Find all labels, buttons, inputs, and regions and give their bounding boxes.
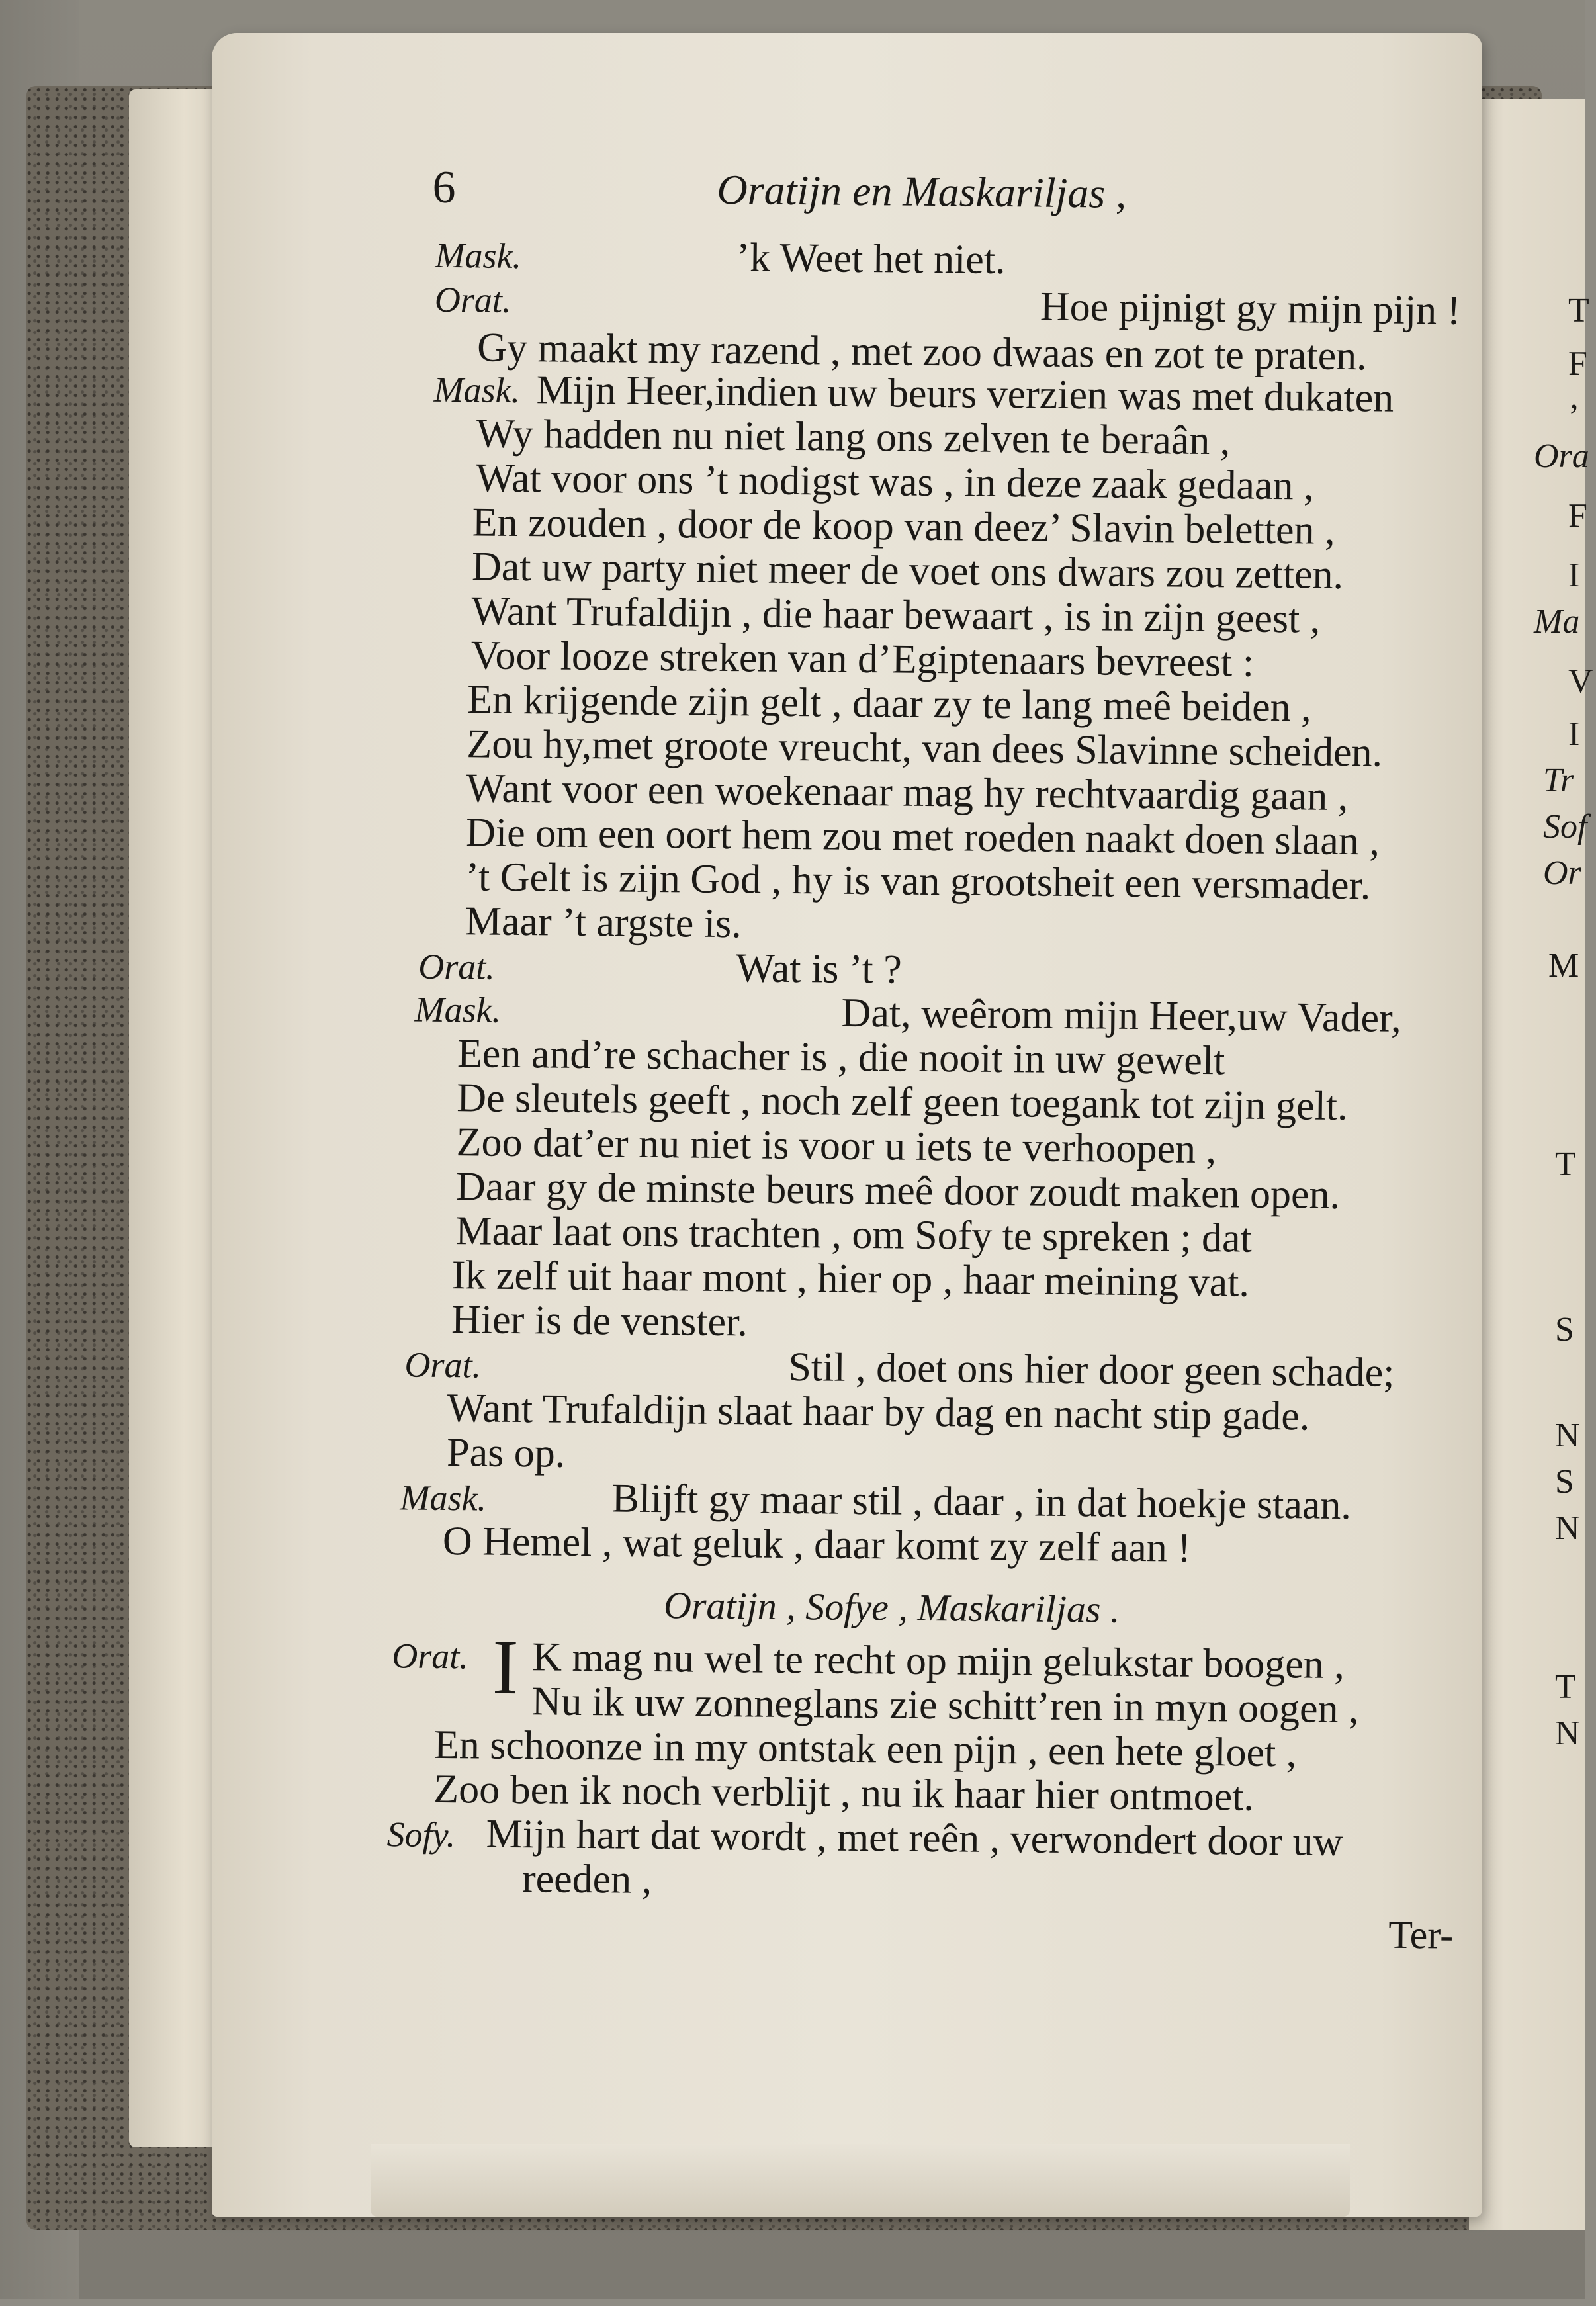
verse-line: Zoo dat’er nu niet is voor u iets te verhoopen , xyxy=(456,1120,1217,1173)
facing-fragment: I xyxy=(1568,715,1580,753)
verse-line: Wat is ’t ? xyxy=(735,946,903,993)
speaker-label: Mask. xyxy=(433,369,521,411)
speaker-label: Mask. xyxy=(414,989,502,1030)
verse-line: Daar gy de minste beurs meê door zoudt maken open. xyxy=(455,1164,1341,1218)
facing-fragment: F xyxy=(1568,345,1587,382)
verse-line: En krijgende zijn gelt , daar zy te lang meê beiden , xyxy=(466,677,1312,731)
verse-line: reeden , xyxy=(521,1856,652,1903)
facing-fragment: Or xyxy=(1543,854,1581,892)
speaker-label: Orat. xyxy=(404,1345,482,1386)
verse-line: Dat, weêrom mijn Heer,uw Vader, xyxy=(841,990,1402,1041)
verse-line: Hoe pijnigt gy mijn pijn ! xyxy=(1040,284,1461,333)
verse-line: Wy hadden nu niet lang ons zelven te beraân , xyxy=(476,411,1231,464)
verse-line: Gy maakt my razend , met zoo dwaas en zot te praten. xyxy=(476,325,1368,379)
facing-fragment: ’ xyxy=(1568,398,1580,435)
verse-line: Maar ’t argste is. xyxy=(465,899,742,947)
speaker-label: Orat. xyxy=(391,1636,469,1677)
facing-fragment: Tr xyxy=(1543,762,1574,799)
catchword: Ter- xyxy=(1388,1912,1454,1957)
verse-line: ’k Weet het niet. xyxy=(736,235,1006,283)
speaker-label: Orat. xyxy=(418,946,496,987)
facing-fragment: N xyxy=(1555,1509,1580,1547)
verse-line: Pas op. xyxy=(446,1430,566,1476)
verse-line: Stil , doet ons hier door geen schade; xyxy=(788,1344,1395,1396)
verse-line: Zou hy,met groote vreucht, van dees Slavinne scheiden. xyxy=(466,721,1383,776)
verse-line: Mijn hart dat wordt , met reên , verwondert door uw xyxy=(486,1811,1343,1865)
facing-fragment: M xyxy=(1548,947,1579,985)
facing-fragment: Sof xyxy=(1543,808,1587,846)
facing-fragment: N xyxy=(1555,1417,1580,1454)
verse-line: Die om een oort hem zou met roeden naakt doen slaan , xyxy=(465,810,1380,864)
verse-line: Nu ik uw zonneglans zie schitt’ren in myn oogen , xyxy=(531,1679,1359,1732)
verse-line: Mijn Heer,indien uw beurs verzien was met dukaten xyxy=(536,367,1394,421)
running-header: Oratijn en Maskariljas , xyxy=(717,165,1127,217)
facing-fragment: T xyxy=(1555,1668,1576,1706)
verse-line: Hier is de venster. xyxy=(451,1297,748,1345)
facing-fragment: F xyxy=(1568,497,1587,535)
facing-fragment: T xyxy=(1568,292,1589,330)
verse-line: Een and’re schacher is , die nooit in uw gewelt xyxy=(457,1031,1225,1084)
verse-line: Dat uw party niet meer de voet ons dwars zou zetten. xyxy=(471,544,1344,598)
verse-line: Wat voor ons ’t nodigst was , in deze zaak gedaan , xyxy=(476,455,1314,509)
speaker-label: Sofy. xyxy=(386,1814,456,1855)
verse-line: K mag nu wel te recht op mijn gelukstar boogen , xyxy=(531,1634,1345,1688)
verse-line: Want Trufaldijn slaat haar by dag en nacht stip gade. xyxy=(447,1386,1310,1439)
speaker-label: Orat. xyxy=(434,279,511,320)
verse-line: O Hemel , wat geluk , daar komt zy zelf aan ! xyxy=(442,1518,1192,1571)
speaker-label: Mask. xyxy=(435,235,522,277)
verse-line: Blijft gy maar stil , daar , in dat hoekje staan. xyxy=(611,1476,1352,1529)
verse-line: De sleutels geeft , noch zelf geen toegank tot zijn gelt. xyxy=(457,1075,1348,1130)
verse-line: Want voor een woekenaar mag hy rechtvaardig gaan , xyxy=(466,766,1349,820)
facing-fragment: T xyxy=(1555,1145,1576,1183)
verse-line: Zoo ben ik noch verblijt , nu ik haar hier ontmoet. xyxy=(433,1766,1255,1820)
verse-line: En zouden , door de koop van deez’ Slavin beletten , xyxy=(472,500,1335,553)
facing-fragment: S xyxy=(1555,1463,1574,1501)
verse-line: Maar laat ons trachten , om Sofy te spreken ; dat xyxy=(455,1208,1253,1261)
verse-line: Voor looze streken van d’Egiptenaars bevreest : xyxy=(470,633,1255,686)
drop-initial: I xyxy=(492,1623,519,1711)
facing-fragment: S xyxy=(1555,1311,1574,1349)
facing-fragment: Ma xyxy=(1534,603,1580,641)
verse-line: Want Trufaldijn , die haar bewaart , is in zijn geest , xyxy=(471,588,1321,642)
verse-line: En schoonze in my ontstak een pijn , een hete gloet , xyxy=(433,1722,1297,1776)
speaker-label: Mask. xyxy=(400,1478,487,1519)
facing-fragment: I xyxy=(1568,556,1580,594)
page-number: 6 xyxy=(432,161,456,214)
facing-fragment: Ora xyxy=(1534,437,1589,475)
verse-line: ’t Gelt is zijn God , hy is van grootsheit een versmader. xyxy=(465,854,1371,909)
facing-fragment: V xyxy=(1568,662,1593,700)
scene-heading: Oratijn , Sofye , Maskariljas . xyxy=(663,1583,1120,1631)
facing-fragment: N xyxy=(1555,1714,1580,1752)
verse-line: Ik zelf uit haar mont , hier op , haar meining vat. xyxy=(451,1253,1250,1306)
